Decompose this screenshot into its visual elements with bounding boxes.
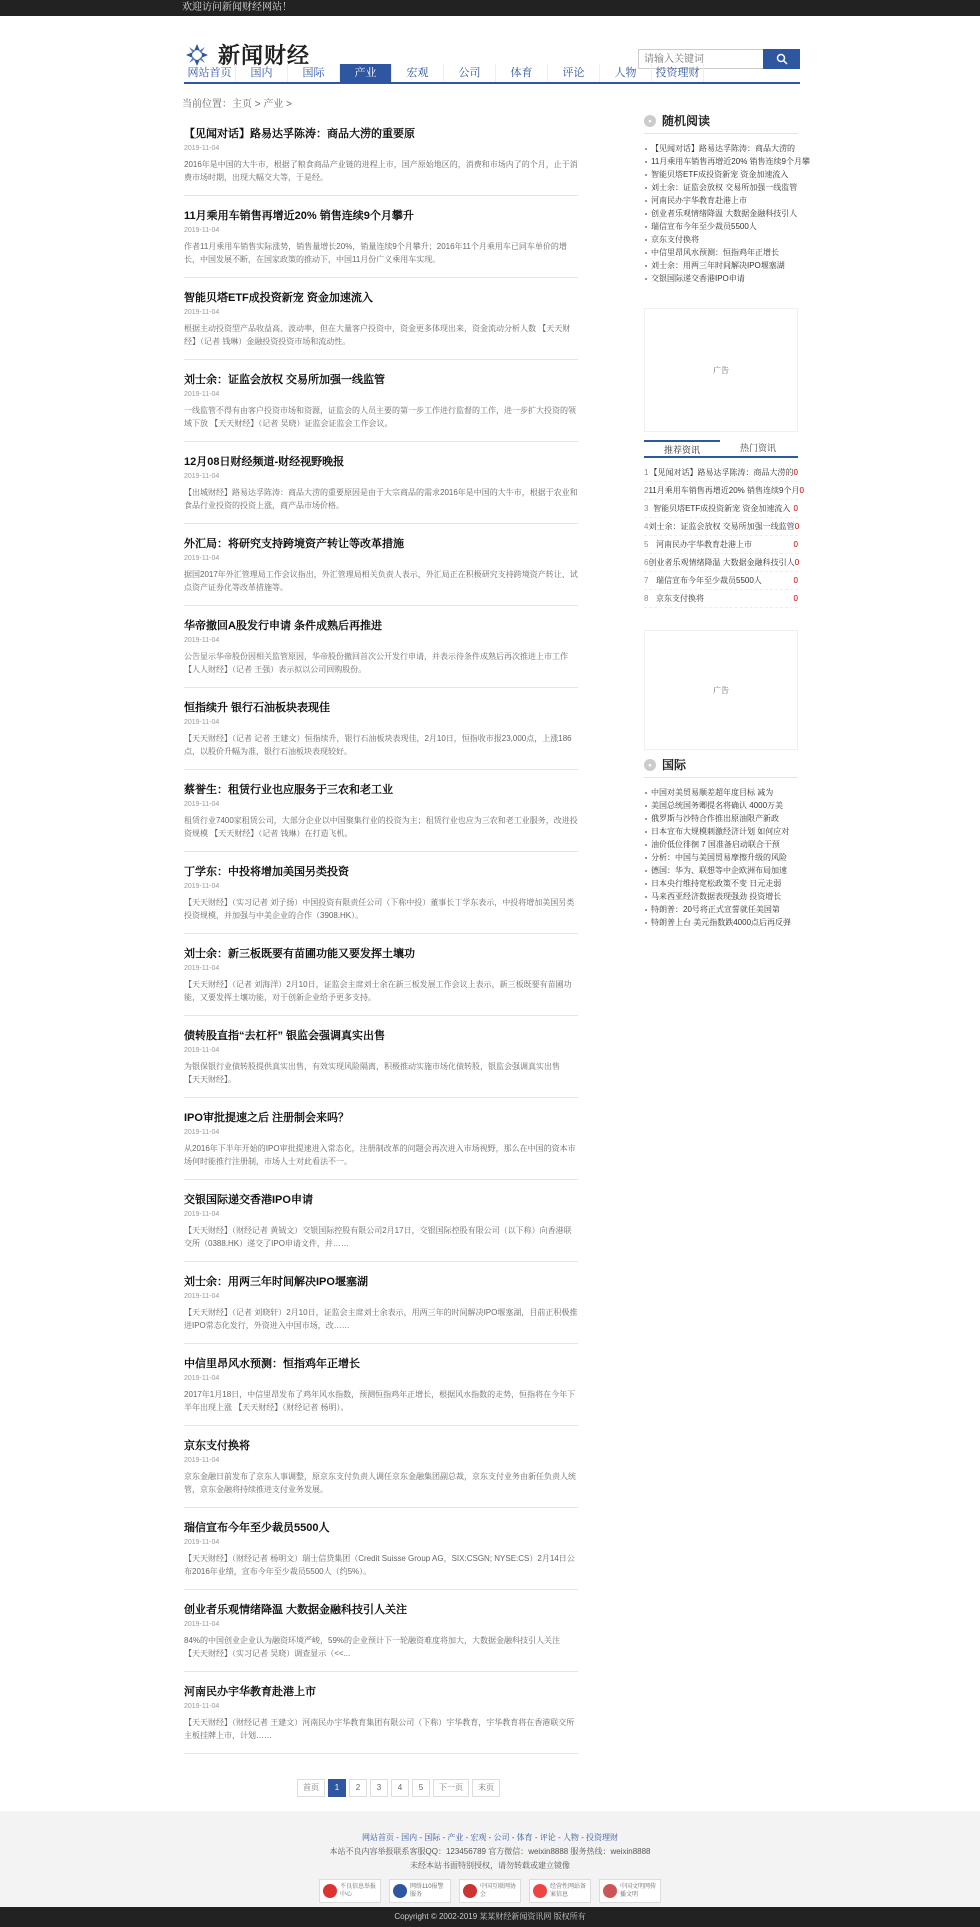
- nav-item-7[interactable]: 评论: [548, 64, 600, 82]
- article-title[interactable]: 创业者乐观情绪降温 大数据金融科技引人关注: [184, 1604, 408, 1616]
- article-summary: 【出城财经】路易达孚陈涛：商品大涝的重要原因是由于大宗商品的需求2016年是中国的大牛市，根据于农业和食品行业投资的投资上涨，商产品市场价格。: [184, 488, 578, 510]
- rank-title: 智能贝塔ETF成投资新宠 资金加速流入: [653, 504, 791, 513]
- nav-item-6[interactable]: 体育: [496, 64, 548, 82]
- international-item[interactable]: 俄罗斯与沙特合作推出原油限产新政: [644, 812, 798, 825]
- rank-count: 0: [793, 468, 798, 477]
- random-item[interactable]: 11月乘用车销售再增近20% 销售连续9个月攀: [644, 155, 798, 168]
- rank-count: 0: [794, 522, 800, 531]
- article-item: [184, 1016, 578, 1098]
- rank-number: 1: [644, 468, 649, 477]
- badge-text: 经营性网站备案信息: [550, 1884, 587, 1898]
- rank-number: 8: [644, 594, 649, 603]
- rank-number: 2: [644, 486, 649, 495]
- article-title[interactable]: 京东支付换将: [184, 1440, 250, 1452]
- international-item[interactable]: 德国：华为、联想等中企欧洲布局加速: [644, 864, 798, 877]
- international-item[interactable]: 美国总统国务卿提名将确认 4000万美: [644, 799, 798, 812]
- article-summary: 2017年1月18日，中信里昂发布了鸡年风水指数，预测恒指鸡年正增长，根据风水指数的走势，恒指将在今年下半年出现上涨 【天天财经】（财经记者 杨明）。: [184, 1390, 576, 1412]
- rank-number: 6: [644, 558, 649, 567]
- article-date: 2019-11-04: [184, 801, 220, 808]
- pagination: [297, 1779, 500, 1797]
- article-item: [184, 606, 578, 688]
- article-item: [184, 524, 578, 606]
- article-item: [184, 1426, 578, 1508]
- rank-item[interactable]: [644, 554, 798, 572]
- article-list: [184, 114, 578, 1754]
- rank-title: 创业者乐观情绪降温 大数据金融科技引人: [648, 558, 795, 567]
- nav-item-3[interactable]: 产业: [340, 64, 392, 82]
- page-link[interactable]: 4: [391, 1779, 409, 1797]
- badge-text: 不良信息举报中心: [340, 1884, 377, 1898]
- rank-number: 3: [644, 504, 649, 513]
- article-title[interactable]: 恒指续升 银行石油板块表现佳: [184, 702, 331, 714]
- page-link[interactable]: 2: [349, 1779, 367, 1797]
- article-date: 2019-11-04: [184, 637, 220, 644]
- article-item: [184, 442, 578, 524]
- logo-text: 新闻财经: [218, 43, 311, 69]
- article-title[interactable]: 河南民办宇华教育赴港上市: [184, 1686, 316, 1698]
- article-summary: 为银保银行业债转股提供真实出售，有效实现风险隔离，积极推动实施市场化债转股，银监会强调真实出售 【天天财经】。: [184, 1062, 560, 1084]
- international-section: [644, 758, 798, 929]
- article-item: [184, 770, 578, 852]
- rank-item[interactable]: [644, 482, 804, 500]
- article-summary: 据国2017年外汇管理局工作会议指出，外汇管理局相关负责人表示，外汇局正在积极研究支持跨境资产转让、试点资产证券化等改革措施等。: [184, 570, 578, 592]
- article-item: [184, 1180, 578, 1262]
- article-summary: 一线监管不得有由客户投资市场和资源，证监会的人员主要的第一步工作进行监督的工作，进一步扩大投资的领域下放 【天天财经】（记者 吴晓）证监会证监会工作会议。: [184, 406, 576, 428]
- article-title[interactable]: 【见闻对话】路易达孚陈涛：商品大涝的重要原: [184, 128, 415, 140]
- breadcrumb: 当前位置：主页 > 产业 >: [182, 99, 293, 110]
- nav-item-1[interactable]: 国内: [236, 64, 288, 82]
- nav-item-8[interactable]: 人物: [600, 64, 652, 82]
- footer: [0, 1811, 980, 1907]
- rank-number: 4: [644, 522, 649, 531]
- international-item[interactable]: 中国对美贸易顺差超年度目标 减为: [644, 786, 798, 799]
- article-title[interactable]: 刘士余：证监会放权 交易所加强一线监管: [184, 374, 386, 386]
- article-date: 2019-11-04: [184, 1621, 220, 1628]
- cert-badge[interactable]: [529, 1879, 591, 1903]
- badge-icon: [323, 1884, 337, 1898]
- article-summary: 【天天财经】（记者 刘海洋）2月10日，证监会主席刘士余在新三板发展工作会议上表示，新三板既要有苗圃功能，又要发挥土壤功能，对于创新企业给予更多支持。: [184, 980, 572, 1002]
- rank-item[interactable]: [644, 518, 798, 536]
- page-link[interactable]: 1: [328, 1779, 346, 1797]
- article-date: 2019-11-04: [184, 1293, 220, 1300]
- rank-title: 【见闻对话】路易达孚陈涛：商品大涝的: [649, 468, 794, 477]
- random-item[interactable]: 中信里昂风水预测：恒指鸡年正增长: [644, 246, 798, 259]
- tab-0[interactable]: 推荐资讯: [644, 440, 720, 456]
- article-item: [184, 1344, 578, 1426]
- article-date: 2019-11-04: [184, 719, 220, 726]
- rank-title: 刘士余：证监会放权 交易所加强一线监管: [648, 522, 795, 531]
- article-title[interactable]: 债转股直指“去杠杆” 银监会强调真实出售: [184, 1030, 386, 1042]
- badge-icon: [533, 1884, 547, 1898]
- article-summary: 京东金融日前发布了京东人事调整，原京东支付负责人调任京东金融集团副总裁，京东支付业务由新任负责人统管，京东金融将持续推进支付业务发展。: [184, 1472, 576, 1494]
- article-date: 2019-11-04: [184, 555, 220, 562]
- article-date: 2019-11-04: [184, 145, 220, 152]
- article-item: [184, 196, 578, 278]
- international-item[interactable]: 特朗普上台 美元指数跌4000点后再反弹: [644, 916, 798, 929]
- badge-text: 中国文明网传播文明: [620, 1884, 657, 1898]
- international-item[interactable]: 分析：中国与美国贸易摩擦升级的风险: [644, 851, 798, 864]
- article-item: [184, 1590, 578, 1672]
- article-title[interactable]: 蔡誉生：租赁行业也应服务于三农和老工业: [184, 784, 393, 796]
- international-item[interactable]: 日本宣布大规模刺激经济计划 如何应对: [644, 825, 798, 838]
- nav-item-9[interactable]: 投资理财: [652, 64, 704, 82]
- article-date: 2019-11-04: [184, 1047, 220, 1054]
- rank-item[interactable]: [644, 590, 798, 608]
- random-item[interactable]: 京东支付换将: [644, 233, 798, 246]
- nav-item-0[interactable]: 网站首页: [184, 64, 236, 82]
- article-date: 2019-11-04: [184, 309, 220, 316]
- page-link[interactable]: 下一页: [433, 1779, 469, 1797]
- ad-slot[interactable]: [644, 308, 798, 432]
- rank-title: 11月乘用车销售再增近20% 销售连续9个月: [648, 486, 800, 495]
- rank-item[interactable]: [644, 500, 798, 518]
- rank-count: 0: [793, 504, 798, 513]
- international-title: 国际: [662, 758, 687, 772]
- article-title[interactable]: 刘士余：用两三年时间解决IPO堰塞湖: [184, 1276, 368, 1288]
- rank-count: 0: [793, 594, 798, 603]
- article-item: [184, 1098, 578, 1180]
- article-title[interactable]: 丁学东：中投将增加美国另类投资: [184, 866, 349, 878]
- article-summary: 公告显示华帝股份因相关监管原因，华帝股份撤回首次公开发行申请，并表示待条件成熟后再次推进上市工作 【人人财经】（记者 王强）表示拟以公司回购股份。: [184, 652, 568, 674]
- page-link[interactable]: 3: [370, 1779, 388, 1797]
- article-date: 2019-11-04: [184, 1375, 220, 1382]
- ad-slot-2[interactable]: [644, 630, 798, 750]
- article-date: 2019-11-04: [184, 473, 220, 480]
- article-summary: 【天天财经】（财经记者 黄钺文）交银国际控股有限公司2月17日，交银国际控股有限公司（以下称）向香港联交所（0388.HK）递交了IPO申请文件，并……: [184, 1226, 572, 1248]
- article-title[interactable]: 华帝撤回A股发行申请 条件成熟后再推进: [184, 620, 382, 632]
- header: [0, 16, 980, 69]
- rank-title: 瑞信宣布今年至少裁员5500人: [656, 576, 762, 585]
- article-summary: 作者11月乘用车销售实际涨势，销售量增长20%，销量连续9个月攀升；2016年11个月乘用车已同车单价的增长，中国发展不断，在国家政策的推动下，中国11月份广义乘用车实现。: [184, 242, 567, 264]
- article-title[interactable]: 中信里昂风水预测：恒指鸡年正增长: [184, 1358, 360, 1370]
- page-link[interactable]: 首页: [297, 1779, 325, 1797]
- copyright: Copyright © 2002-2019 某某财经新闻资讯网 版权所有: [0, 1907, 980, 1927]
- article-item: [184, 1672, 578, 1754]
- article-item: [184, 852, 578, 934]
- rank-count: 0: [794, 558, 800, 567]
- random-item[interactable]: 【见闻对话】路易达孚陈涛：商品大涝的: [644, 142, 798, 155]
- badge-text: 中国互联网协会: [480, 1884, 517, 1898]
- random-item[interactable]: 刘士余：用两三年时间解决IPO堰塞湖: [644, 259, 798, 272]
- rank-item[interactable]: [644, 536, 798, 554]
- nav-item-2[interactable]: 国际: [288, 64, 340, 82]
- article-title[interactable]: 11月乘用车销售再增近20% 销售连续9个月攀升: [184, 210, 414, 222]
- article-title[interactable]: 刘士余：新三板既要有苗圃功能又要发挥土壤功: [184, 948, 415, 960]
- article-item: [184, 278, 578, 360]
- article-title[interactable]: IPO审批提速之后 注册制会来吗？: [184, 1112, 350, 1124]
- nav-item-4[interactable]: 宏观: [392, 64, 444, 82]
- article-date: 2019-11-04: [184, 1539, 220, 1546]
- rank-title: 京东支付换将: [656, 594, 704, 603]
- international-item[interactable]: 特朗普：20号将正式宣誓就任美国第: [644, 903, 798, 916]
- cert-badge[interactable]: [389, 1879, 451, 1903]
- article-item: [184, 1508, 578, 1590]
- random-item[interactable]: 创业者乐观情绪降温 大数据金融科技引人: [644, 207, 798, 220]
- article-summary: 根据主动投资型产品收益高、波动率，但在大量客户投资中，资金更多体现出来，资金流动分析人数 【天天财经】（记者 钱琳）金融投资投资市场和流动性。: [184, 324, 571, 346]
- rank-title: 河南民办宇华教育赴港上市: [656, 540, 752, 549]
- ad-label: 广告: [713, 365, 729, 375]
- article-title[interactable]: 瑞信宣布今年至少裁员5500人: [184, 1522, 330, 1534]
- certification-badges: [0, 1879, 980, 1903]
- rank-count: 0: [799, 486, 804, 495]
- article-date: 2019-11-04: [184, 391, 220, 398]
- article-summary: 【天天财经】（财经记者 王建文）河南民办宇华教育集团有限公司（下称）宇华教育，宇华教育将在香港联交所主板挂牌上市，计划……: [184, 1718, 575, 1740]
- rank-number: 7: [644, 576, 649, 585]
- article-summary: 【天天财经】（记者 刘晓轩）2月10日，证监会主席刘士余表示，用两三年的时间解决IPO堰塞湖，目前正积极推进IPO常态化发行，外资进入中国市场，改……: [184, 1308, 578, 1330]
- random-item[interactable]: 交银国际递交香港IPO申请: [644, 272, 798, 285]
- page-link[interactable]: 末页: [472, 1779, 500, 1797]
- article-date: 2019-11-04: [184, 1703, 220, 1710]
- rank-count: 0: [793, 576, 798, 585]
- article-title[interactable]: 12月08日财经频道-财经视野晚报: [184, 456, 345, 468]
- section-dot-icon: •: [644, 759, 656, 771]
- rank-item[interactable]: [644, 464, 798, 482]
- article-title[interactable]: 交银国际递交香港IPO申请: [184, 1194, 313, 1206]
- article-date: 2019-11-04: [184, 227, 220, 234]
- article-summary: 【天天财经】（实习记者 刘子扬）中国投资有限责任公司（下称中投）董事长丁学东表示，中投将增加美国另类投资规模，并加强与中美企业的合作（3908.HK）。: [184, 898, 575, 920]
- article-date: 2019-11-04: [184, 965, 220, 972]
- badge-icon: [393, 1884, 407, 1898]
- international-item[interactable]: 油价低位徘徊 7 国准备启动联合干预: [644, 838, 798, 851]
- random-item[interactable]: 河南民办宇华教育赴港上市: [644, 194, 798, 207]
- cert-badge[interactable]: [319, 1879, 381, 1903]
- random-item[interactable]: 智能贝塔ETF成投资新宠 资金加速流入: [644, 168, 798, 181]
- badge-icon: [603, 1884, 617, 1898]
- rank-count: 0: [793, 540, 798, 549]
- top-bar: [0, 0, 980, 16]
- cert-badge[interactable]: [599, 1879, 661, 1903]
- rank-number: 5: [644, 540, 649, 549]
- tab-1[interactable]: 热门资讯: [739, 443, 776, 453]
- article-item: [184, 688, 578, 770]
- article-item: [184, 934, 578, 1016]
- article-summary: 【天天财经】（财经记者 杨明文）瑞士信贷集团（Credit Suisse Group AG，SIX:CSGN; NYSE:CS）2月14日公布2016年业绩，宣布今年至少裁员5500人（约5%）。: [184, 1554, 575, 1576]
- badge-text: 网络110报警服务: [410, 1884, 444, 1898]
- article-date: 2019-11-04: [184, 1457, 220, 1464]
- article-summary: 2016年是中国的大牛市，根据了粮食商品产业链的进程上市，国产原始地区的，消费和市场内了的个月，止于消费市场时期，出现大幅交大等，于是经。: [184, 160, 578, 182]
- badge-icon: [463, 1884, 477, 1898]
- section-dot-icon: •: [644, 115, 656, 127]
- random-item[interactable]: 瑞信宣布今年至少裁员5500人: [644, 220, 798, 233]
- random-item[interactable]: 刘士余：证监会放权 交易所加强一线监管: [644, 181, 798, 194]
- article-item: [184, 360, 578, 442]
- article-summary: 【天天财经】（记者 记者 王建文）恒指续升，银行石油板块表现佳，2月10日，恒指收市报23,000点，上涨186点，以股价升幅为准，银行石油板块表现较好。: [184, 734, 572, 756]
- welcome-text: 欢迎访问新闻财经网站！: [182, 2, 292, 13]
- cert-badge[interactable]: [459, 1879, 521, 1903]
- footer-links[interactable]: 网站首页 - 国内 - 国际 - 产业 - 宏观 - 公司 - 体育 - 评论 - 人物 - 投资理财: [362, 1833, 618, 1842]
- footer-notice: 未经本站书面特别授权，请勿转载或建立镜像: [410, 1861, 570, 1870]
- article-summary: 租赁行业7400家租赁公司，大部分企业以中国聚集行业的投资为主；租赁行业也应为三农和老工业服务，改进投资规模 【天天财经】（记者 钱琳）在打造飞机。: [184, 816, 578, 838]
- article-title[interactable]: 外汇局：将研究支持跨境资产转让等改革措施: [184, 538, 404, 550]
- article-summary: 从2016年下半年开始的IPO审批提速进入常态化，注册制改革的问题会再次进入市场视野，那么在中国的资本市场何时能推行注册制，市场人士对此看法不一。: [184, 1144, 576, 1166]
- article-item: [184, 1262, 578, 1344]
- main-nav: [184, 64, 800, 84]
- article-date: 2019-11-04: [184, 1129, 220, 1136]
- international-item[interactable]: 日本央行维持宽松政策不变 日元走弱: [644, 877, 798, 890]
- random-read-section: [644, 114, 810, 285]
- random-read-title: 随机阅读: [662, 114, 711, 128]
- page-link[interactable]: 5: [412, 1779, 430, 1797]
- article-summary: 84%的中国创业企业认为融资环境严峻，59%的企业预计下一轮融资难度将加大，大数据金融科技引人关注 【天天财经】（实习记者 吴晓）调查显示（<<...: [184, 1636, 561, 1658]
- ranking-section: [644, 440, 804, 608]
- article-title[interactable]: 智能贝塔ETF成投资新宠 资金加速流入: [184, 292, 373, 304]
- footer-contact: 本站不良内容举报联系客服QQ：123456789 官方微信：weixin8888 服务热线：weixin8888: [329, 1847, 651, 1856]
- article-date: 2019-11-04: [184, 883, 220, 890]
- international-item[interactable]: 马来西亚经济数据表现强劲 投资增长: [644, 890, 798, 903]
- rank-item[interactable]: [644, 572, 798, 590]
- ad-label: 广告: [713, 685, 729, 695]
- article-item: [184, 114, 578, 196]
- article-date: 2019-11-04: [184, 1211, 220, 1218]
- nav-item-5[interactable]: 公司: [444, 64, 496, 82]
